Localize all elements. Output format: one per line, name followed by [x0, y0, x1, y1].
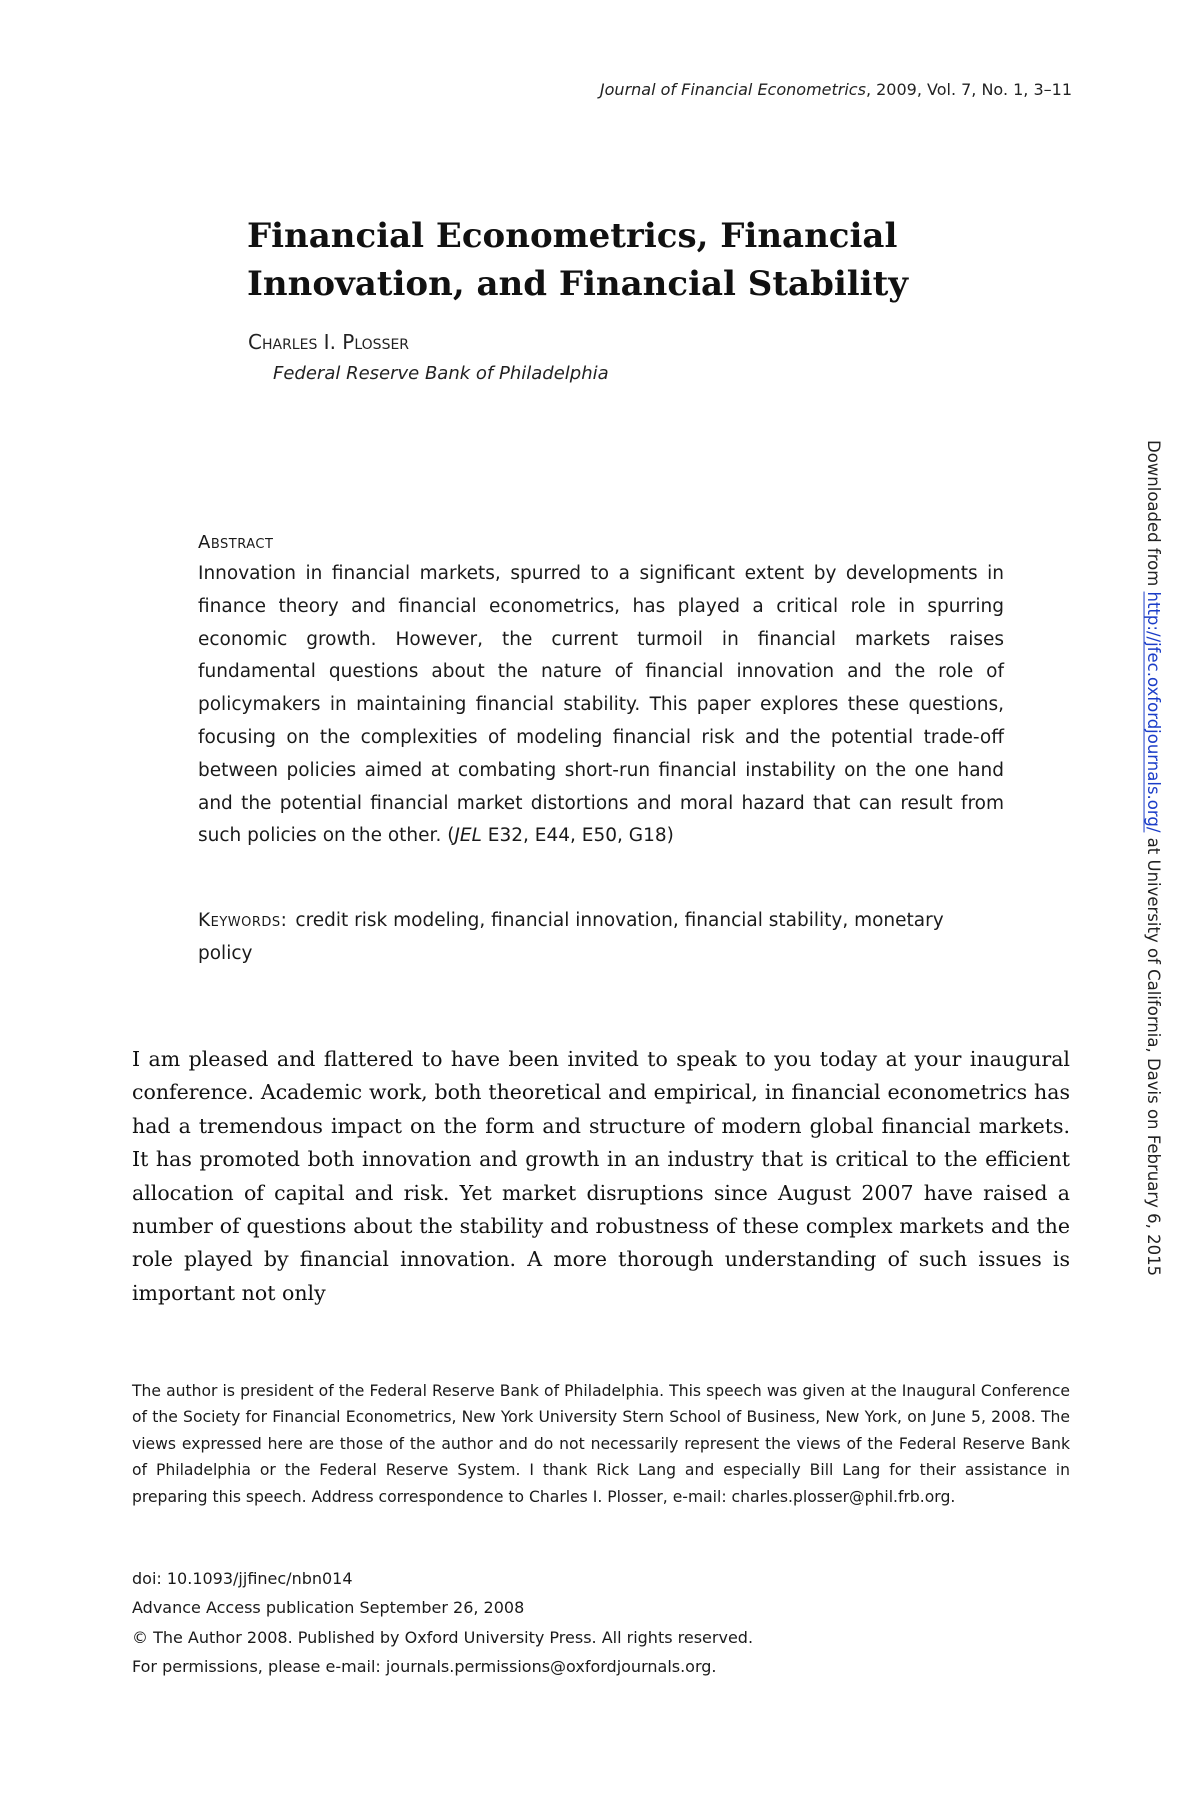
jel-codes: E32, E44, E50, G18)	[481, 825, 674, 847]
keywords-section	[198, 905, 1004, 971]
abstract-text: Innovation in financial markets, spurred to a significant extent by developments in finance theory and financial econometrics, has played a critical role in spurring economic growth. However, the current turmoil in financial markets raises fundamental questions about the nature of financial innovation and the role of policymakers in maintaining financial stability. This paper explores these questions, focusing on the complexities of modeling financial risk and the potential trade-off between policies aimed at combating short-run financial instability on the one hand and the potential financial market distortions and moral hazard that can result from such policies on the other.	[198, 563, 1004, 847]
publication-info	[132, 1564, 1070, 1682]
journal-name: Journal of Financial Econometrics	[599, 80, 866, 99]
permissions-notice: For permissions, please e-mail: journals.permissions@oxfordjournals.org.	[132, 1657, 717, 1677]
jel-label: JEL	[454, 825, 482, 847]
author-affiliation: Federal Reserve Bank of Philadelphia	[273, 363, 609, 384]
download-stamp-suffix: at University of California, Davis on February 6, 2015	[1144, 832, 1163, 1277]
doi: doi: 10.1093/jjfinec/nbn014	[132, 1569, 353, 1588]
advance-access-date: Advance Access publication September 26, 2008	[132, 1598, 525, 1618]
journal-site-link[interactable]: http://jfec.oxfordjournals.org/	[1144, 591, 1163, 833]
copyright-notice: © The Author 2008. Published by Oxford University Press. All rights reserved.	[132, 1627, 754, 1647]
download-stamp-prefix: Downloaded from	[1144, 440, 1163, 592]
abstract-paragraph	[198, 558, 1004, 853]
author-name: Charles I. Plosser	[248, 330, 410, 354]
journal-issue-details: , 2009, Vol. 7, No. 1, 3–11	[865, 80, 1072, 99]
running-head	[600, 80, 1072, 99]
keywords-label: Keywords:	[198, 910, 288, 931]
body-paragraph: I am pleased and flattered to have been invited to speak to you today at your inaugural conference. Academic work, both theoretical and empirical, in financial econometrics has had a tremendous impact on the form and structure of modern global financial markets. It has promoted both innovation and growth in an industry that is critical to the efficient allocation of capital and risk. Yet market disruptions since August 2007 have raised a number of questions about the stability and robustness of these complex markets and the role played by financial innovation. A more thorough understanding of such issues is important not only	[132, 1047, 1070, 1305]
abstract-heading: Abstract	[198, 532, 274, 553]
jel-open: (	[447, 825, 455, 847]
keywords-text: credit risk modeling, financial innovation, financial stability, monetary policy	[198, 910, 944, 964]
download-stamp	[1143, 440, 1164, 1360]
abstract-section	[198, 528, 1004, 853]
article-title: Financial Econometrics, Financial Innovation, and Financial Stability	[247, 216, 909, 304]
author-footnote: The author is president of the Federal Reserve Bank of Philadelphia. This speech was given at the Inaugural Conference of the Society for Financial Econometrics, New York University Stern School of Business, New York, on June 5, 2008. The views expressed here are those of the author and do not necessarily represent the views of the Federal Reserve Bank of Philadelphia or the Federal Reserve System. I thank Rick Lang and especially Bill Lang for their assistance in preparing this speech. Address correspondence to Charles I. Plosser, e-mail: charles.plosser@phil.frb.org.	[132, 1382, 1070, 1506]
